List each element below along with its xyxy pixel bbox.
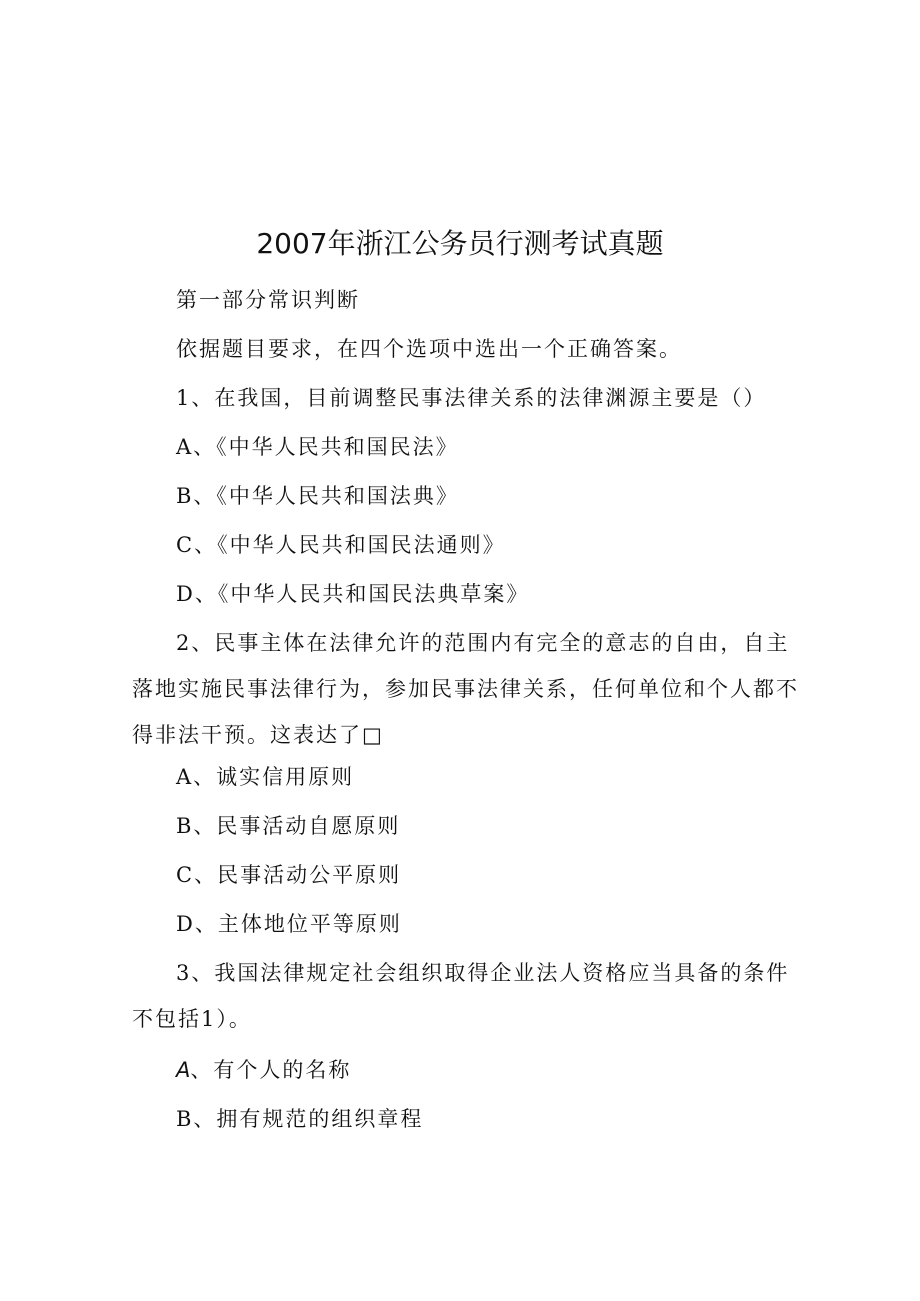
question-2-option-c: C、民事活动公平原则 — [176, 863, 402, 887]
question-3-stem: 3、我国法律规定社会组织取得企业法人资格应当具备的条件不包括1）。 — [132, 961, 790, 1031]
question-3-option-a-text: 、有个人的名称 — [190, 1058, 352, 1082]
question-1-option-c: C、《中华人民共和国民法通则》 — [176, 533, 506, 557]
question-2-stem: 2、民事主体在法律允许的范围内有完全的意志的自由，自主落地实施民事法律行为，参加民事法律关系，任何单位和个人都不得非法干预。这表达了□ — [132, 631, 799, 747]
document-title: 2007年浙江公务员行测考试真题 — [256, 227, 664, 260]
question-2-option-a: A、诚实信用原则 — [176, 765, 355, 789]
instruction-text: 依据题目要求，在四个选项中选出一个正确答案。 — [176, 337, 682, 361]
question-2-option-d: D、主体地位平等原则 — [176, 912, 402, 936]
question-3-option-a-letter: A — [176, 1058, 191, 1082]
question-3-option-b: B、拥有规范的组织章程 — [176, 1107, 424, 1131]
question-1-option-b: B、《中华人民共和国法典》 — [176, 484, 459, 508]
question-1-option-d: D、《中华人民共和国民法典草案》 — [176, 582, 530, 606]
question-3-option-a — [176, 1057, 351, 1083]
question-1-option-a: A、《中华人民共和国民法》 — [176, 435, 459, 459]
question-2-option-b: B、民事活动自愿原则 — [176, 814, 401, 838]
question-1-stem: 1、在我国，目前调整民事法律关系的法律渊源主要是（） — [176, 386, 767, 410]
section-heading: 第一部分常识判断 — [176, 288, 360, 312]
